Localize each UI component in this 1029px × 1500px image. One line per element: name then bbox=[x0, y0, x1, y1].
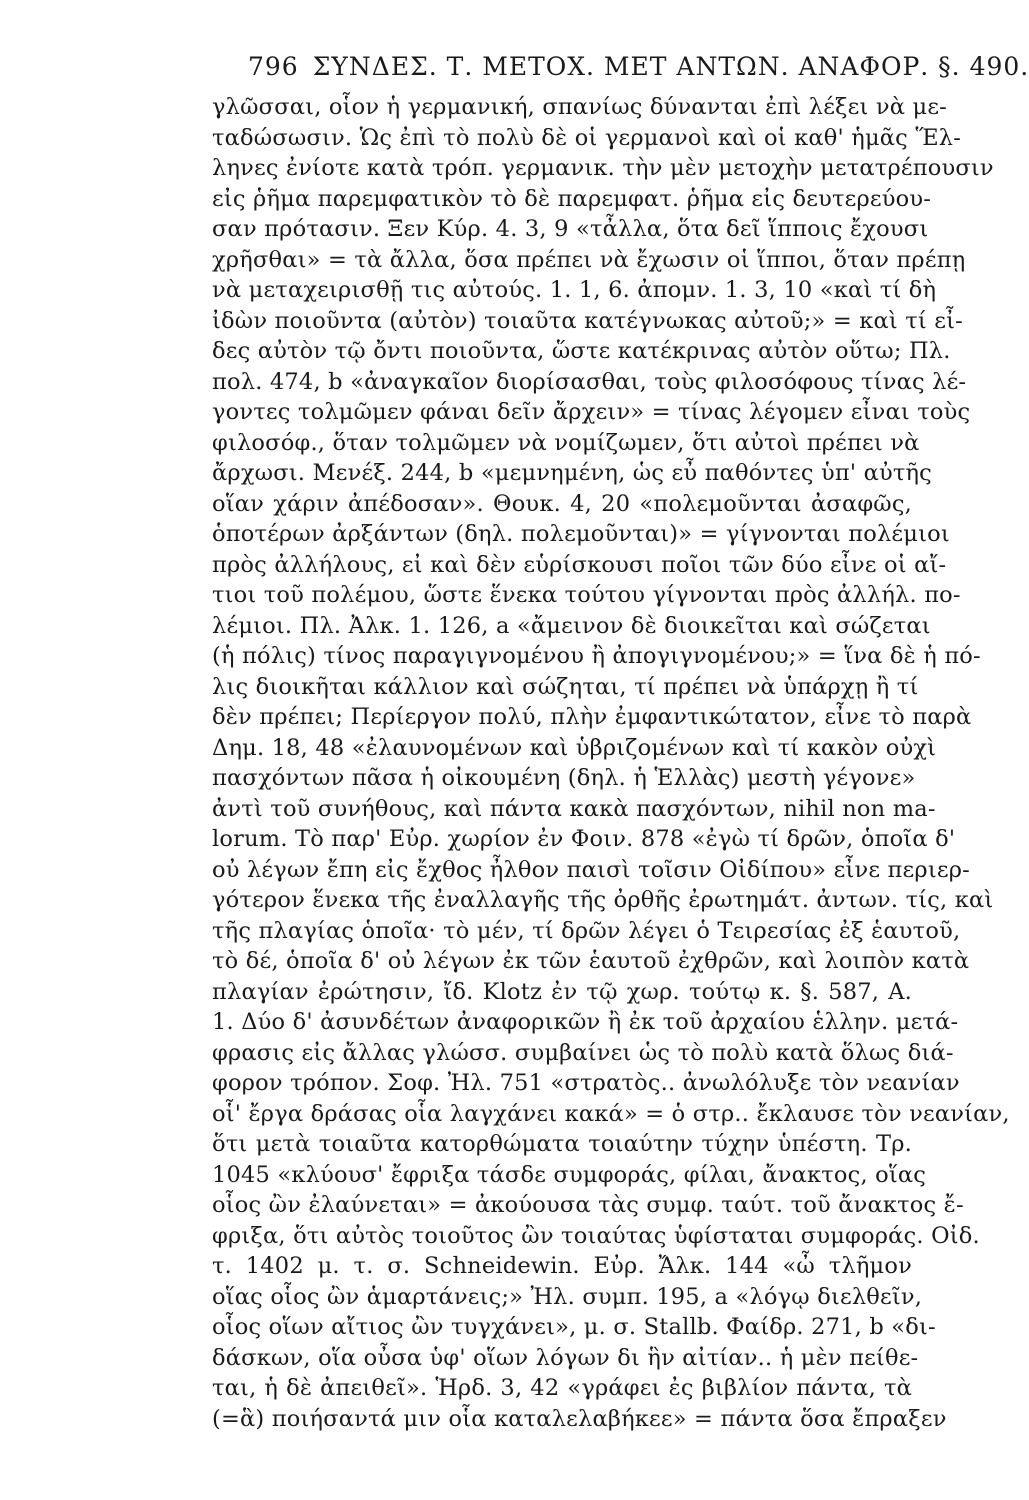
text-line: δὲν πρέπει; Περίεργον πολύ, πλὴν ἐμφαντικώτατον, εἶνε τὸ παρὰ bbox=[212, 704, 972, 730]
text-line: οἷος οἵων αἴτιος ὢν τυγχάνει», μ. σ. Stallb. Φαίδρ. 271, b «δι- bbox=[212, 1314, 936, 1340]
text-line: ὅτι μετὰ τοιαῦτα κατορθώματα τοιαύτην τύχην ὑπέστη. Τρ. bbox=[212, 1131, 912, 1157]
text-line: φριξα, ὅτι αὐτὸς τοιοῦτος ὢν τοιαύτας ὑφίσταται συμφοράς. Οἰδ. bbox=[212, 1222, 980, 1249]
text-line: ἀντὶ τοῦ συνήθους, καὶ πάντα κακὰ πασχόντων, nihil non ma- bbox=[212, 795, 936, 822]
text-line: ταδώσωσιν. Ὡς ἐπὶ τὸ πολὺ δὲ οἱ γερμανοὶ καὶ οἱ καθ' ἡμᾶς Ἕλ- bbox=[212, 124, 962, 151]
text-line: (=ἃ) ποιήσαντά μιν οἷα καταλελαβήκεε» = πάντα ὅσα ἔπραξεν bbox=[212, 1405, 947, 1432]
text-line: δάσκων, οἵα οὖσα ὑφ' οἵων λόγων δι ἣν αἰτίαν.. ἡ μὲν πείθε- bbox=[212, 1344, 919, 1371]
text-line: ληνες ἐνίοτε κατὰ τρόπ. γερμανικ. τὴν μὲν μετοχὴν μετατρέπουσιν bbox=[212, 155, 994, 181]
text-line: σαν πρότασιν. Ξεν Κύρ. 4. 3, 9 «τἆλλα, ὅτα δεῖ ἵπποις ἔχουσι bbox=[212, 216, 929, 242]
text-line: (ἡ πόλις) τίνος παραγιγνομένου ἢ ἀπογιγνομένου;» = ἵνα δὲ ἡ πό- bbox=[212, 643, 981, 669]
text-line: δες αὐτὸν τῷ ὄντι ποιοῦντα, ὥστε κατέκρινας αὐτὸν οὕτω; Πλ. bbox=[212, 338, 951, 364]
text-line: πλαγίαν ἐρώτησιν, ἴδ. Klotz ἐν τῷ χωρ. τούτῳ κ. §. 587, Α. bbox=[212, 978, 912, 1005]
text-line: τ. 1402 μ. τ. σ. Schneidewin. Εὐρ. Ἄλκ. 144 «ὦ τλῆμον bbox=[212, 1253, 912, 1279]
text-line: νὰ μεταχειρισθῇ τις αὐτούς. 1. 1, 6. ἀπομν. 1. 3, 10 «καὶ τί δὴ bbox=[212, 277, 937, 303]
text-line: οἵας οἷος ὢν ἁμαρτάνεις;» Ἠλ. συμπ. 195, a «λόγῳ διελθεῖν, bbox=[212, 1283, 923, 1310]
text-line: γλῶσσαι, οἷον ἡ γερμανική, σπανίως δύνανται ἐπὶ λέξει νὰ με- bbox=[212, 94, 947, 120]
text-line: γοντες τολμῶμεν φάναι δεῖν ἄρχειν» = τίνας λέγομεν εἶναι τοὺς bbox=[212, 399, 971, 425]
text-line: οἷος ὢν ἐλαύνεται» = ἀκούουσα τὰς συμφ. ταύτ. τοῦ ἄνακτος ἔ- bbox=[212, 1192, 964, 1218]
text-line: φιλοσόφ., ὅταν τολμῶμεν νὰ νομίζωμεν, ὅτι αὐτοὶ πρέπει νὰ bbox=[212, 429, 920, 456]
text-line: lorum. Τὸ παρ' Εὐρ. χωρίον ἐν Φοιν. 878 «ἐγὼ τί δρῶν, ὁποῖα δ' bbox=[212, 826, 956, 852]
text-line: Δημ. 18, 48 «ἐλαυνομένων καὶ ὑβριζομένων καὶ τί κακὸν οὐχὶ bbox=[212, 734, 937, 761]
text-line: πολ. 474, b «ἀναγκαῖον διορίσασθαι, τοὺς φιλοσόφους τίνας λέ- bbox=[212, 368, 967, 395]
running-title: ΣΥΝΔΕΣ. Τ. ΜΕΤΟΧ. ΜΕΤ ΑΝΤΩΝ. ΑΝΑΦΟΡ. §. 490. bbox=[312, 52, 1029, 81]
text-line: φρασις εἰς ἄλλας γλώσσ. συμβαίνει ὡς τὸ πολὺ κατὰ ὅλως διά- bbox=[212, 1039, 954, 1066]
text-line: φορον τρόπον. Σοφ. Ἠλ. 751 «στρατὸς.. ἀνωλόλυξε τὸν νεανίαν bbox=[212, 1070, 960, 1096]
text-line: εἰς ῥῆμα παρεμφατικὸν τὸ δὲ παρεμφατ. ῥῆμα εἰς δευτερεύου- bbox=[212, 185, 932, 212]
running-head bbox=[248, 52, 1029, 81]
text-line: 1045 «κλύουσ' ἔφριξα τάσδε συμφοράς, φίλαι, ἄνακτος, οἵας bbox=[212, 1161, 927, 1188]
text-line: ὁποτέρων ἀρξάντων (δηλ. πολεμοῦνται)» = γίγνονται πολέμιοι bbox=[212, 521, 950, 547]
text-line: ται, ἡ δὲ ἀπειθεῖ». Ἡρδ. 3, 42 «γράφει ἐς βιβλίον πάντα, τὰ bbox=[212, 1375, 912, 1401]
text-line: οὐ λέγων ἔπη εἰς ἔχθος ἦλθον παισὶ τοῖσιν Οἰδίπου» εἶνε περιερ- bbox=[212, 856, 970, 883]
text-line: οἷ' ἔργα δράσας οἷα λαγχάνει κακά» = ὁ στρ.. ἔκλαυσε τὸν νεανίαν, bbox=[212, 1100, 1010, 1127]
page-number: 796 bbox=[248, 52, 299, 81]
text-line: ἄρχωσι. Μενέξ. 244, b «μεμνημένη, ὡς εὖ παθόντες ὑπ' αὐτῆς bbox=[212, 460, 932, 486]
body-text bbox=[212, 92, 1010, 1434]
text-line: 1. Δύο δ' ἀσυνδέτων ἀναφορικῶν ἢ ἐκ τοῦ ἀρχαίου ἑλλην. μετά- bbox=[212, 1009, 959, 1035]
text-line: λις διοικῆται κάλλιον καὶ σώζηται, τί πρέπει νὰ ὑπάρχῃ ἢ τί bbox=[212, 673, 919, 700]
text-line: πασχόντων πᾶσα ἡ οἰκουμένη (δηλ. ἡ Ἑλλὰς) μεστὴ γέγονε» bbox=[212, 765, 916, 791]
text-line: πρὸς ἀλλήλους, εἰ καὶ δὲν εὑρίσκουσι ποῖοι τῶν δύο εἶνε οἱ αἴ- bbox=[212, 551, 947, 578]
text-line: τὸ δέ, ὁποῖα δ' οὐ λέγων ἐκ τῶν ἑαυτοῦ ἐχθρῶν, καὶ λοιπὸν κατὰ bbox=[212, 948, 970, 974]
text-line: τιοι τοῦ πολέμου, ὥστε ἕνεκα τούτου γίγνονται πρὸς ἀλλήλ. πο- bbox=[212, 582, 961, 608]
text-line: γότερον ἕνεκα τῆς ἐναλλαγῆς τῆς ὀρθῆς ἐρωτημάτ. ἀντων. τίς, καὶ bbox=[212, 887, 994, 913]
text-line: ἰδὼν ποιοῦντα (αὐτὸν) τοιαῦτα κατέγνωκας αὐτοῦ;» = καὶ τί εἶ- bbox=[212, 307, 963, 334]
text-line: χρῆσθαι» = τὰ ἄλλα, ὅσα πρέπει νὰ ἔχωσιν οἱ ἵπποι, ὅταν πρέπῃ bbox=[212, 246, 966, 273]
text-line: οἵαν χάριν ἀπέδοσαν». Θουκ. 4, 20 «πολεμοῦνται ἀσαφῶς, bbox=[212, 490, 912, 517]
text-line: λέμιοι. Πλ. Ἀλκ. 1. 126, a «ἄμεινον δὲ διοικεῖται καὶ σώζεται bbox=[212, 612, 931, 639]
text-line: τῆς πλαγίας ὁποῖα· τὸ μέν, τί δρῶν λέγει ὁ Τειρεσίας ἐξ ἑαυτοῦ, bbox=[212, 917, 961, 944]
